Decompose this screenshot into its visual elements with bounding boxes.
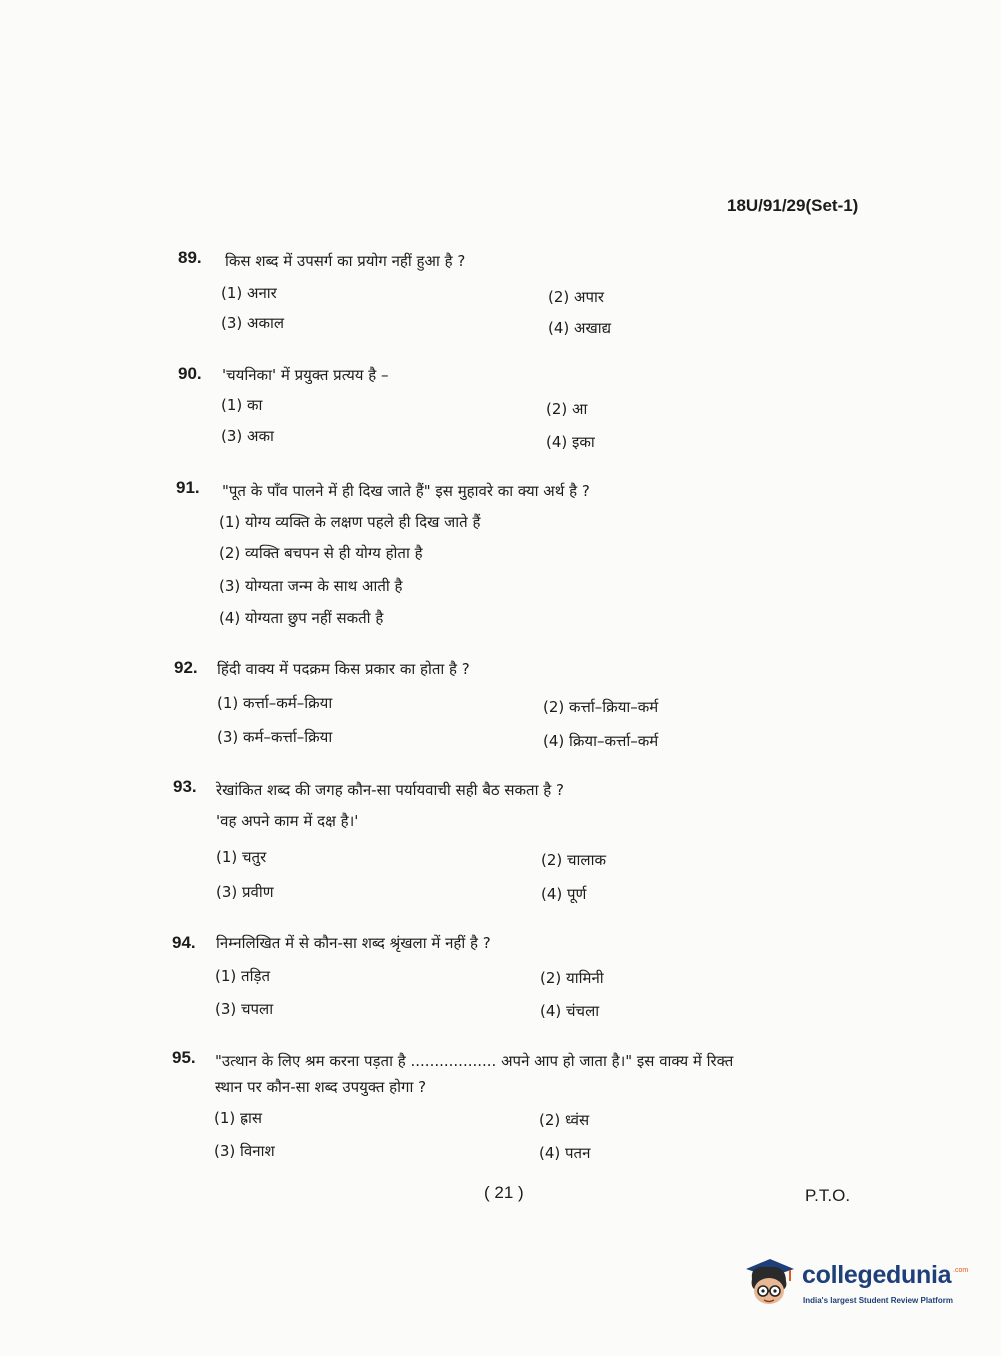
option-4: (4) चंचला <box>540 1002 600 1020</box>
option-4: (4) अखाद्य <box>548 319 612 337</box>
option-2: (2) ध्वंस <box>539 1111 590 1129</box>
logo-domain: .com <box>953 1267 969 1274</box>
option-3: (3) योग्यता जन्म के साथ आती है <box>219 577 403 595</box>
option-3: (3) अका <box>221 427 274 445</box>
option-2: (2) अपार <box>548 288 605 306</box>
option-3: (3) चपला <box>215 1000 274 1018</box>
question-number: 95. <box>172 1048 196 1067</box>
option-4: (4) योग्यता छुप नहीं सकती है <box>219 609 384 627</box>
option-2: (2) यामिनी <box>540 969 604 987</box>
question-text: "पूत के पाँव पालने में ही दिख जाते हैं" इस मुहावरे का क्या अर्थ है ? <box>222 482 590 500</box>
option-4: (4) क्रिया–कर्त्ता–कर्म <box>543 732 659 750</box>
option-1: (1) कर्त्ता–कर्म–क्रिया <box>217 694 333 712</box>
booklet-code: 18U/91/29(Set-1) <box>727 196 859 215</box>
question-text-line-2: स्थान पर कौन-सा शब्द उपयुक्त होगा ? <box>215 1078 427 1096</box>
option-4: (4) इका <box>546 433 595 451</box>
option-4: (4) पतन <box>539 1144 591 1162</box>
option-1: (1) अनार <box>221 284 277 302</box>
option-1: (1) योग्य व्यक्ति के लक्षण पहले ही दिख जाते हैं <box>219 513 481 531</box>
logo-tagline: India's largest Student Review Platform <box>803 1296 953 1305</box>
page-number: ( 21 ) <box>484 1183 524 1202</box>
question-sentence: 'वह अपने काम में दक्ष है।' <box>216 812 359 830</box>
question-text: निम्नलिखित में से कौन-सा शब्द श्रृंखला में नहीं है ? <box>216 934 491 952</box>
question-text: हिंदी वाक्य में पदक्रम किस प्रकार का होता है ? <box>217 660 470 678</box>
option-1: (1) ह्रास <box>214 1109 263 1127</box>
option-1: (1) का <box>221 396 263 414</box>
option-2: (2) कर्त्ता–क्रिया–कर्म <box>543 698 659 716</box>
option-2: (2) चालाक <box>541 851 607 869</box>
option-4: (4) पूर्ण <box>541 885 587 903</box>
pto-label: P.T.O. <box>805 1186 851 1205</box>
collegedunia-logo <box>742 1255 972 1315</box>
question-number: 92. <box>174 658 198 677</box>
question-text: 'चयनिका' में प्रयुक्त प्रत्यय है – <box>222 366 389 384</box>
option-3: (3) अकाल <box>221 314 285 332</box>
question-number: 93. <box>173 777 197 796</box>
option-3: (3) प्रवीण <box>216 883 274 901</box>
question-text: "उत्थान के लिए श्रम करना पड़ता है .................. अपने आप हो जाता है।" इस वाक्य में रिक्त <box>215 1052 734 1070</box>
question-text: किस शब्द में उपसर्ग का प्रयोग नहीं हुआ है ? <box>225 252 466 270</box>
logo-wordmark: collegedunia <box>802 1261 952 1289</box>
question-number: 89. <box>178 248 202 267</box>
option-3: (3) विनाश <box>214 1142 275 1160</box>
option-3: (3) कर्म–कर्त्ता–क्रिया <box>217 728 333 746</box>
option-1: (1) तड़ित <box>215 967 271 985</box>
option-1: (1) चतुर <box>216 848 267 866</box>
mascot-icon <box>742 1255 798 1311</box>
option-2: (2) व्यक्ति बचपन से ही योग्य होता है <box>219 544 423 562</box>
option-2: (2) आ <box>546 400 588 418</box>
question-text: रेखांकित शब्द की जगह कौन-सा पर्यायवाची सही बैठ सकता है ? <box>216 781 564 799</box>
question-number: 90. <box>178 364 202 383</box>
question-number: 94. <box>172 933 196 952</box>
question-number: 91. <box>176 478 200 497</box>
